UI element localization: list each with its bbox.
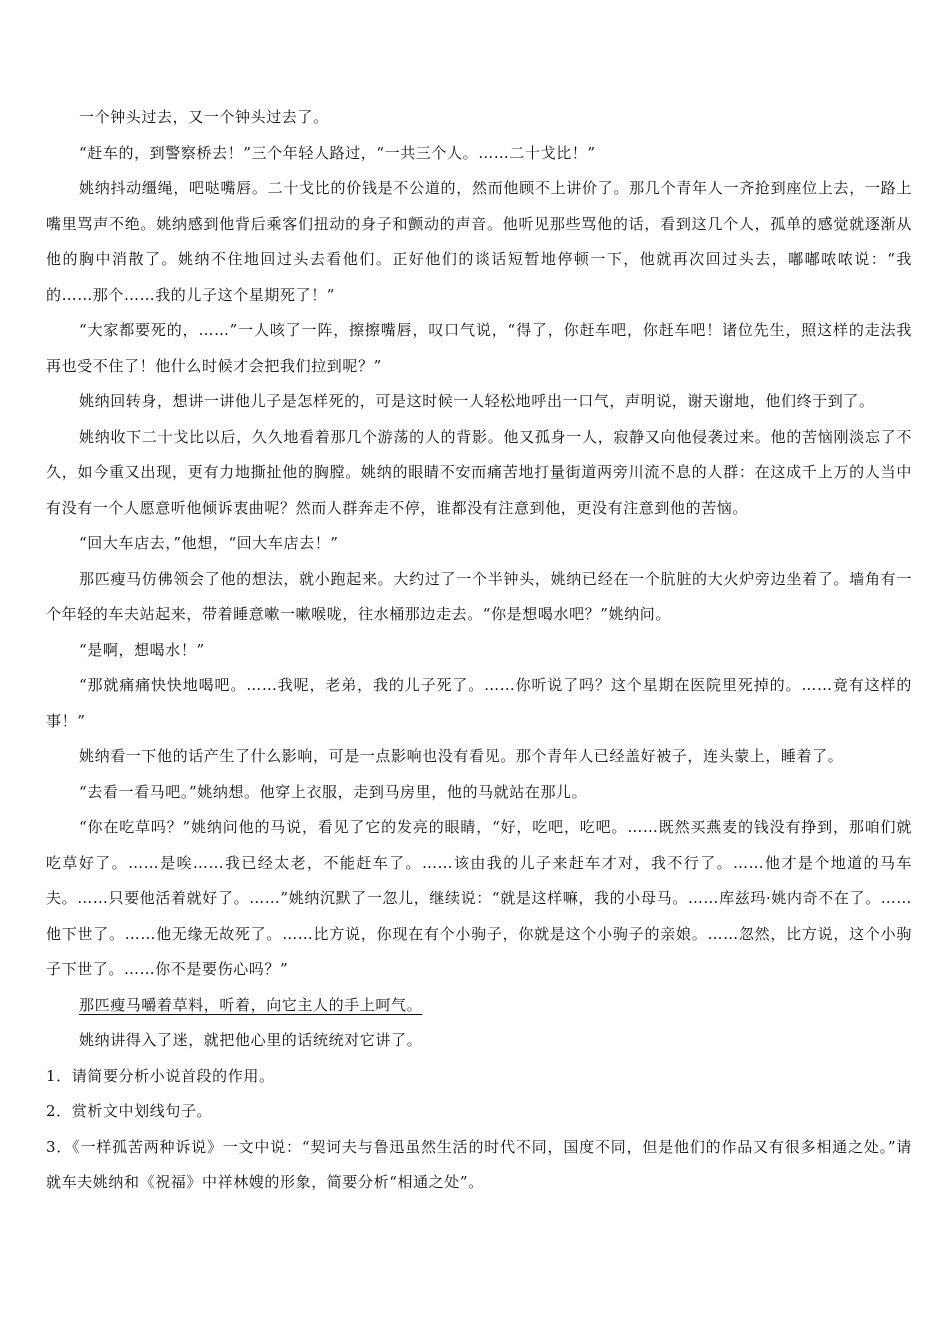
paragraph-3: 姚纳抖动缰绳，吧哒嘴唇。二十戈比的价钱是不公道的，然而他顾不上讲价了。那几个青年人一齐抢到座位上去，一路上嘴里骂声不绝。姚纳感到他背后乘客们扭动的身子和颤动的声音。他听见那些骂他的话，看到这几个人，孤单的感觉就逐渐从他的胸中消散了。姚纳不住地回过头去看他们。正好他们的谈话短暂地停顿一下，他就再次回过头去，嘟嘟哝哝说：“我的……那个……我的儿子这个星期死了！” xyxy=(46,179,912,304)
paragraph-11: 姚纳看一下他的话产生了什么影响，可是一点影响也没有看见。那个青年人已经盖好被子，连头蒙上，睡着了。 xyxy=(79,747,844,765)
paragraph-13: “你在吃草吗？”姚纳问他的马说，看见了它的发亮的眼睛，“好，吃吧，吃吧。……既然买燕麦的钱没有挣到，那咱们就吃草好了。……是唉……我已经太老，不能赶车了。……该由我的儿子来赶车才对，我不行了。……他才是个地道的马车夫。……只要他活着就好了。……”姚纳沉默了一忽儿，继续说：“就是这样嘛，我的小母马。……库兹玛·姚内奇不在了。……他下世了。……他无缘无故死了。……比方说，你现在有个小驹子，你就是这个小驹子的亲娘。……忽然，比方说，这个小驹子下世了。……你不是要伤心吗？” xyxy=(46,818,912,978)
paragraph-12: “去看一看马吧。”姚纳想。他穿上衣服，走到马房里，他的马就站在那儿。 xyxy=(79,782,588,801)
paragraph-9: “是啊，想喝水！” xyxy=(79,640,205,659)
paragraph-5: 姚纳回转身，想讲一讲他儿子是怎样死的，可是这时候一人轻松地呼出一口气，声明说，谢天谢地，他们终于到了。 xyxy=(79,392,875,410)
question-list xyxy=(46,1059,912,1201)
paragraph-8: 那匹瘦马仿佛领会了他的想法，就小跑起来。大约过了一个半钟头，姚纳已经在一个肮脏的大火炉旁边坐着了。墙角有一个年轻的车夫站起来，带着睡意嗽一嗽喉咙，往水桶那边走去。“你是想喝水吧？”姚纳问。 xyxy=(46,569,912,623)
underlined-sentence-paragraph xyxy=(46,988,912,1024)
underlined-sentence: 那匹瘦马嚼着草料，听着，向它主人的手上呵气。 xyxy=(79,995,423,1014)
question-3: 3．《一样孤苦两种诉说》一文中说：“契诃夫与鲁迅虽然生活的时代不同，国度不同，但是他们的作品又有很多相通之处。”请就车夫姚纳和《祝福》中祥林嫂的形象，简要分析“相通之处”。 xyxy=(46,1137,912,1191)
paragraph-10: “那就痛痛快快地喝吧。……我呢，老弟，我的儿子死了。……你听说了吗？这个星期在医院里死掉的。……竟有这样的事！” xyxy=(46,676,912,730)
paragraph-15: 姚纳讲得入了迷，就把他心里的话统统对它讲了。 xyxy=(79,1031,423,1049)
paragraph-1: 一个钟头过去，又一个钟头过去了。 xyxy=(79,108,329,126)
story-text xyxy=(46,100,912,1059)
document-page xyxy=(46,100,912,1201)
paragraph-2: “赶车的，到警察桥去！”三个年轻人路过，“一共三个人。……二十戈比！” xyxy=(79,143,596,162)
paragraph-7: “回大车店去，”他想，“回大车店去！” xyxy=(79,534,339,552)
paragraph-4: “大家都要死的，……”一人咳了一阵，擦擦嘴唇，叹口气说，“得了，你赶车吧，你赶车吧！诸位先生，照这样的走法我再也受不住了！他什么时候才会把我们拉到呢？” xyxy=(46,321,912,375)
paragraph-6: 姚纳收下二十戈比以后，久久地看着那几个游荡的人的背影。他又孤身一人，寂静又向他侵袭过来。他的苦恼刚淡忘了不久，如今重又出现，更有力地撕扯他的胸膛。姚纳的眼睛不安而痛苦地打量街道两旁川流不息的人群：在这成千上万的人当中有没有一个人愿意听他倾诉衷曲呢？然而人群奔走不停，谁都没有注意到他，更没有注意到他的苦恼。 xyxy=(46,427,912,517)
question-2: 2．赏析文中划线句子。 xyxy=(46,1102,213,1120)
question-1: 1．请简要分析小说首段的作用。 xyxy=(46,1066,275,1085)
